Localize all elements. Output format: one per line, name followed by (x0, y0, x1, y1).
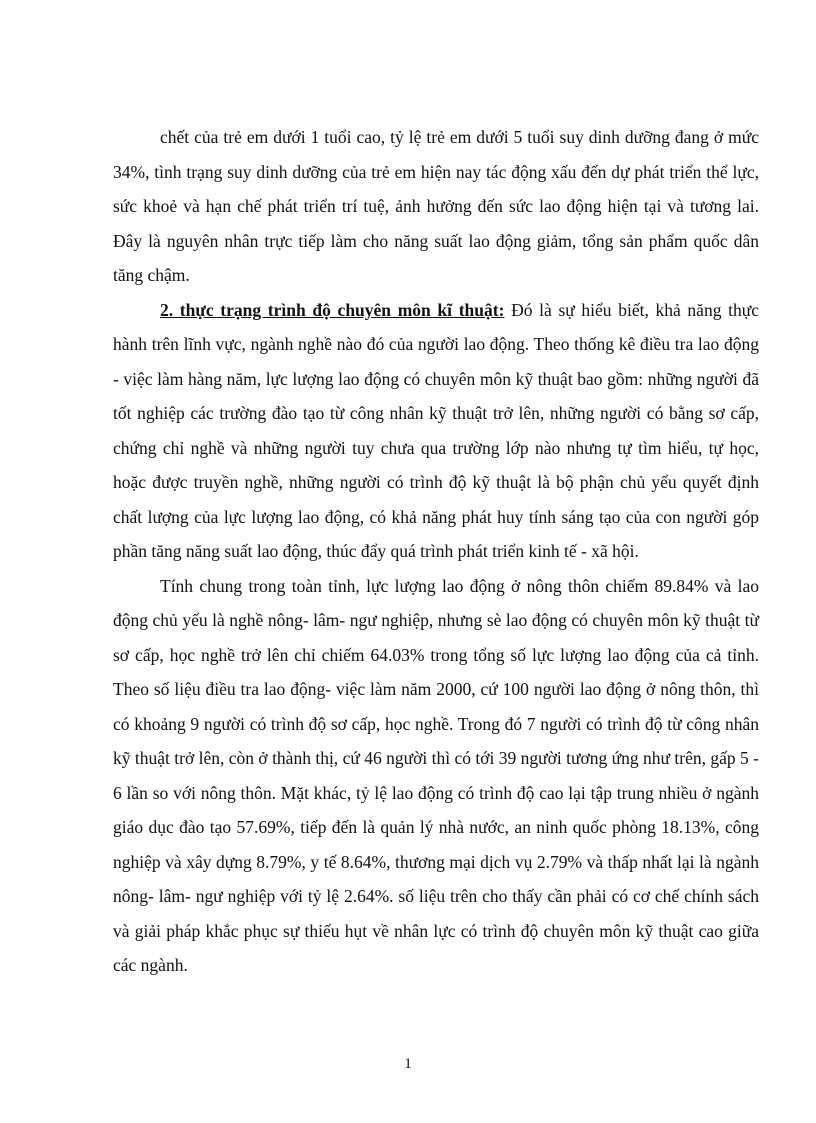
paragraph-3 (113, 569, 759, 983)
paragraph-1-text: chết của trẻ em dưới 1 tuổi cao, tỷ lệ trẻ em dưới 5 tuổi suy dinh dưỡng đang ở mức 34%, tình trạng suy dinh dưỡng của trẻ em hiện nay tác động xấu đến dự phát triển thể lực, sức khoẻ và hạn chế phát triển trí tuệ, ảnh hưởng đến sức lao động hiện tại và tương lai. Đây là nguyên nhân trực tiếp làm cho năng suất lao động giảm, tổng sản phẩm quốc dân tăng chậm. (113, 127, 759, 285)
section-heading: 2. thực trạng trình độ chuyên môn kĩ thuật: (160, 299, 505, 320)
paragraph-2 (113, 293, 759, 569)
paragraph-2-text: Đó là sự hiểu biết, khả năng thực hành trên lĩnh vực, ngành nghề nào đó của người lao động. Theo thống kê điều tra lao động - việc làm hàng năm, lực lượng lao động có chuyên môn kỹ thuật bao gồm: những người đã tốt nghiệp các trường đào tạo từ công nhân kỹ thuật trở lên, những người có bằng sơ cấp, chứng chỉ nghề và những người tuy chưa qua trường lớp nào nhưng tự tìm hiểu, tự học, hoặc được truyền nghề, những người có trình độ kỹ thuật là bộ phận chủ yếu quyết định chất lượng của lực lượng lao động, có khả năng phát huy tính sáng tạo của con người góp phần tăng năng suất lao động, thúc đẩy quá trình phát triển kinh tế - xã hội. (113, 299, 759, 561)
document-body (113, 120, 759, 983)
paragraph-1 (113, 120, 759, 293)
page-number: 1 (404, 1056, 412, 1072)
paragraph-3-text: Tính chung trong toàn tỉnh, lực lượng lao động ở nông thôn chiếm 89.84% và lao động chủ yếu là nghề nông- lâm- ngư nghiệp, nhưng sè lao động có chuyên môn kỹ thuật từ sơ cấp, học nghề trở lên chỉ chiếm 64.03% trong tổng số lực lượng lao động của cả tỉnh. Theo số liệu điều tra lao động- việc làm năm 2000, cứ 100 người lao động ở nông thôn, thì có khoảng 9 người có trình độ sơ cấp, học nghề. Trong đó 7 người có trình độ từ công nhân kỹ thuật trở lên, còn ở thành thị, cứ 46 người thì có tới 39 người tương ứng như trên, gấp 5 - 6 lần so với nông thôn. Mặt khác, tỷ lệ lao động có trình độ cao lại tập trung nhiều ở ngành giáo dục đào tạo 57.69%, tiếp đến là quản lý nhà nước, an ninh quốc phòng 18.13%, công nghiệp và xây dựng 8.79%, y tế 8.64%, thương mại dịch vụ 2.79% và thấp nhất lại là ngành nông- lâm- ngư nghiệp với tỷ lệ 2.64%. số liệu trên cho thấy cần phải có cơ chế chính sách và giải pháp khắc phục sự thiếu hụt về nhân lực có trình độ chuyên môn kỹ thuật cao giữa các ngành. (113, 575, 759, 975)
